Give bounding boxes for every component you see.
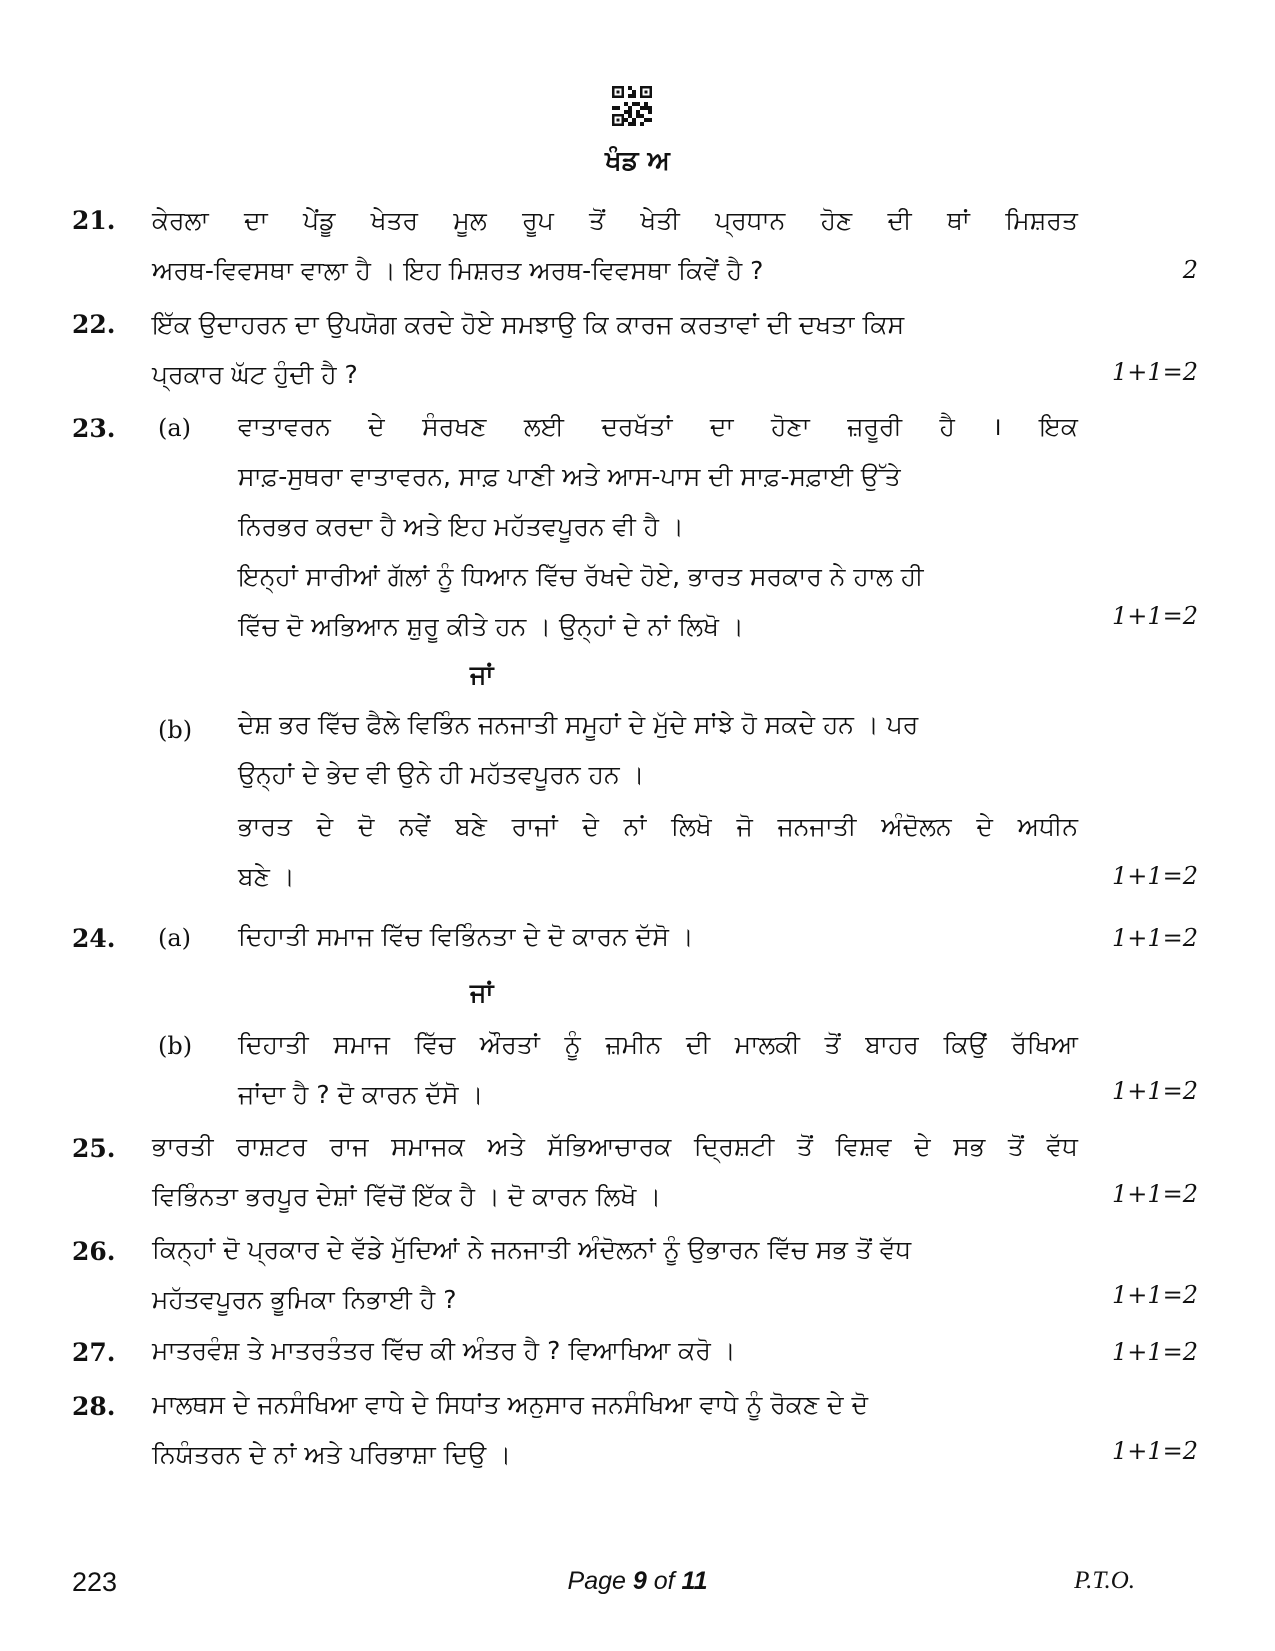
paper-code: 223	[72, 1567, 118, 1597]
question-26-line-1: ਕਿਨ੍ਹਾਂ ਦੋ ਪ੍ਰਕਾਰ ਦੇ ਵੱਡੇ ਮੁੱਦਿਆਂ ਨੇ ਜਨਜਾਤੀ ਅੰਦੋਲਨਾਂ ਨੂੰ ਉਭਾਰਨ ਵਿੱਚ ਸਭ ਤੋਂ ਵੱਧ	[152, 1235, 912, 1264]
word: ਕਿਉਂ	[943, 1030, 987, 1059]
question-24-b-label: (b)	[158, 1032, 193, 1060]
word: ਰਾਜਾਂ	[511, 812, 558, 841]
question-28-marks: 1+1=2	[1111, 1437, 1198, 1465]
word: ਦੇ	[316, 812, 334, 841]
word: ਰੂਪ	[522, 206, 554, 235]
word: ਪ੍ਰਧਾਨ	[715, 206, 786, 235]
word: ਲਿਖੋ	[670, 812, 712, 841]
question-25-line-2: ਵਿਭਿੰਨਤਾ ਭਰਪੂਰ ਦੇਸ਼ਾਂ ਵਿੱਚੋਂ ਇੱਕ ਹੈ । ਦੋ ਕਾਰਨ ਲਿਖੋ ।	[152, 1182, 662, 1211]
word: ਪੇਂਡੂ	[302, 206, 336, 235]
word: ਔਰਤਾਂ	[479, 1030, 540, 1059]
or-separator-24: ਜਾਂ	[470, 978, 494, 1007]
word: ਅੰਦੋਲਨ	[881, 812, 952, 841]
word: ਸੱਭਿਆਚਾਰਕ	[547, 1132, 672, 1161]
word: ਦੋ	[357, 812, 375, 841]
question-23-b-marks: 1+1=2	[1111, 862, 1198, 890]
question-26-marks: 1+1=2	[1111, 1281, 1198, 1309]
question-25-text	[152, 1122, 1078, 1222]
word: ਸੰਰਖਣ	[422, 412, 487, 441]
word: ਤੋਂ	[589, 206, 606, 235]
word: ਜਨਜਾਤੀ	[777, 812, 857, 841]
word: ਹੈ	[939, 412, 955, 441]
question-23-b-line-3	[238, 802, 1078, 852]
word: ਲਈ	[523, 412, 564, 441]
question-24-b-line-1	[238, 1020, 1078, 1070]
section-title: ਖੰਡ ਅ	[605, 146, 670, 176]
word: ਦੇ	[368, 412, 385, 441]
question-23-a-text	[238, 402, 1078, 652]
word: ਜੋ	[736, 812, 753, 841]
question-23-a-line-2: ਸਾਫ਼-ਸੁਥਰਾ ਵਾਤਾਵਰਨ, ਸਾਫ਼ ਪਾਣੀ ਅਤੇ ਆਸ-ਪਾਸ ਦੀ ਸਾਫ਼-ਸਫ਼ਾਈ ਉੱਤੇ	[238, 462, 901, 491]
word: ਬਣੇ	[455, 812, 487, 841]
word: ਖੇਤੀ	[640, 206, 680, 235]
question-26-text	[152, 1225, 911, 1325]
question-23-b-line-4: ਬਣੇ ।	[238, 862, 295, 891]
word: ਜ਼ਮੀਨ	[605, 1030, 662, 1059]
word: ਮਿਸ਼ਰਤ	[1005, 206, 1078, 235]
question-24-b-text	[238, 1020, 1078, 1120]
page-current: 9	[632, 1567, 647, 1595]
question-21-line-2: ਅਰਥ-ਵਿਵਸਥਾ ਵਾਲਾ ਹੈ । ਇਹ ਮਿਸ਼ਰਤ ਅਰਥ-ਵਿਵਸਥਾ ਕਿਵੇਂ ਹੈ ?	[152, 256, 764, 285]
word: ਨੂੰ	[564, 1030, 581, 1059]
word: ਦ੍ਰਿਸ਼ਟੀ	[693, 1132, 775, 1161]
word: ਦੇ	[976, 812, 993, 841]
word: ਦਿਹਾਤੀ	[238, 1030, 309, 1059]
question-24-a-marks: 1+1=2	[1111, 924, 1198, 952]
word: ਰਾਜ	[329, 1132, 369, 1161]
question-number-26: 26.	[72, 1237, 116, 1266]
pto-label: P.T.O.	[1074, 1567, 1135, 1594]
question-28-line-1: ਮਾਲਥਸ ਦੇ ਜਨਸੰਖਿਆ ਵਾਧੇ ਦੇ ਸਿਧਾਂਤ ਅਨੁਸਾਰ ਜਨਸੰਖਿਆ ਵਾਧੇ ਨੂੰ ਰੋਕਣ ਦੇ ਦੋ	[152, 1390, 869, 1419]
word: ਸਮਾਜਕ	[391, 1132, 465, 1161]
word: ਰੱਖਿਆ	[1011, 1030, 1078, 1059]
word: ਨਵੇਂ	[399, 812, 431, 841]
question-22-text	[152, 300, 904, 400]
question-25-marks: 1+1=2	[1111, 1180, 1198, 1208]
word: ਅਤੇ	[487, 1132, 525, 1161]
word: ਹੋਣ	[820, 206, 853, 235]
page-total: 11	[681, 1567, 708, 1595]
word: ਦੇ	[914, 1132, 931, 1161]
word: ਕੇਰਲਾ	[152, 206, 209, 235]
word: ਹੋਣਾ	[771, 412, 810, 441]
question-23-b-text	[238, 700, 1078, 902]
question-28-text	[152, 1380, 868, 1480]
word: ਖੇਤਰ	[370, 206, 419, 235]
question-number-24: 24.	[72, 924, 116, 953]
question-number-22: 22.	[72, 310, 116, 339]
question-25-line-1	[152, 1122, 1078, 1172]
question-23-a-label: (a)	[158, 414, 192, 442]
question-23-a-line-1	[238, 402, 1078, 452]
question-21-marks: 2	[1182, 256, 1198, 284]
question-number-23: 23.	[72, 414, 116, 443]
word: ਥਾਂ	[946, 206, 970, 235]
word: ਤੋਂ	[824, 1030, 841, 1059]
question-24-b-line-2: ਜਾਂਦਾ ਹੈ ? ਦੋ ਕਾਰਨ ਦੱਸੋ ।	[238, 1080, 484, 1109]
word: ਵਿੱਚ	[414, 1030, 456, 1059]
word: ਤੋਂ	[796, 1132, 813, 1161]
question-26-line-2: ਮਹੱਤਵਪੂਰਨ ਭੂਮਿਕਾ ਨਿਭਾਈ ਹੈ ?	[152, 1285, 457, 1314]
question-22-marks: 1+1=2	[1111, 358, 1198, 386]
question-24-b-marks: 1+1=2	[1111, 1077, 1198, 1105]
page-prefix: Page	[567, 1567, 626, 1595]
word: ਜ਼ਰੂਰੀ	[847, 412, 903, 441]
word: ਮੂਲ	[453, 206, 487, 235]
word: ਭਾਰਤੀ	[152, 1132, 214, 1161]
word: ਤੋਂ	[1007, 1132, 1024, 1161]
question-24-a-text: ਦਿਹਾਤੀ ਸਮਾਜ ਵਿੱਚ ਵਿਭਿੰਨਤਾ ਦੇ ਦੋ ਕਾਰਨ ਦੱਸੋ ।	[238, 922, 694, 951]
question-23-b-line-2: ਉਨ੍ਹਾਂ ਦੇ ਭੇਦ ਵੀ ਉਨੇ ਹੀ ਮਹੱਤਵਪੂਰਨ ਹਨ ।	[238, 760, 645, 789]
question-23-b-label: (b)	[158, 716, 193, 744]
question-number-21: 21.	[72, 206, 116, 235]
question-23-a-line-3: ਨਿਰਭਰ ਕਰਦਾ ਹੈ ਅਤੇ ਇਹ ਮਹੱਤਵਪੂਰਨ ਵੀ ਹੈ ।	[238, 512, 684, 541]
word: ਦਰਖੱਤਾਂ	[601, 412, 673, 441]
question-24-a-label: (a)	[158, 924, 192, 952]
question-27-text: ਮਾਤਰਵੰਸ਼ ਤੇ ਮਾਤਰਤੰਤਰ ਵਿੱਚ ਕੀ ਅੰਤਰ ਹੈ ? ਵਿਆਖਿਆ ਕਰੋ ।	[152, 1336, 736, 1365]
question-28-line-2: ਨਿਯੰਤਰਨ ਦੇ ਨਾਂ ਅਤੇ ਪਰਿਭਾਸ਼ਾ ਦਿਉ ।	[152, 1440, 512, 1469]
word: ਦਾ	[709, 412, 734, 441]
question-27-marks: 1+1=2	[1111, 1338, 1198, 1366]
word: ।	[992, 412, 1002, 441]
word: ਰਾਸ਼ਟਰ	[236, 1132, 307, 1161]
question-21-line-1	[152, 196, 1078, 246]
question-22-line-2: ਪ੍ਰਕਾਰ ਘੱਟ ਹੁੰਦੀ ਹੈ ?	[152, 360, 358, 389]
word: ਸਮਾਜ	[333, 1030, 390, 1059]
word: ਮਾਲਕੀ	[734, 1030, 800, 1059]
word: ਇਕ	[1039, 412, 1078, 441]
word: ਵੱਧ	[1046, 1132, 1078, 1161]
word: ਬਾਹਰ	[865, 1030, 919, 1059]
word: ਵਿਸ਼ਵ	[835, 1132, 892, 1161]
word: ਦੀ	[887, 206, 912, 235]
word: ਸਭ	[953, 1132, 986, 1161]
question-23-a-marks: 1+1=2	[1111, 602, 1198, 630]
word: ਨਾਂ	[623, 812, 647, 841]
or-separator-23: ਜਾਂ	[470, 660, 494, 689]
word: ਦਾ	[243, 206, 268, 235]
question-number-27: 27.	[72, 1338, 116, 1367]
question-23-a-line-4: ਇਨ੍ਹਾਂ ਸਾਰੀਆਂ ਗੱਲਾਂ ਨੂੰ ਧਿਆਨ ਵਿੱਚ ਰੱਖਦੇ ਹੋਏ, ਭਾਰਤ ਸਰਕਾਰ ਨੇ ਹਾਲ ਹੀ	[238, 562, 924, 591]
word: ਦੀ	[686, 1030, 711, 1059]
question-23-a-line-5: ਵਿੱਚ ਦੋ ਅਭਿਆਨ ਸ਼ੁਰੂ ਕੀਤੇ ਹਨ । ਉਨ੍ਹਾਂ ਦੇ ਨਾਂ ਲਿਖੋ ।	[238, 612, 744, 641]
word: ਦੇ	[582, 812, 599, 841]
word: ਵਾਤਾਵਰਨ	[238, 412, 331, 441]
page-of: of	[653, 1567, 675, 1595]
question-23-b-line-1: ਦੇਸ਼ ਭਰ ਵਿੱਚ ਫੈਲੇ ਵਿਭਿੰਨ ਜਨਜਾਤੀ ਸਮੂਹਾਂ ਦੇ ਮੁੱਦੇ ਸਾਂਝੇ ਹੋ ਸਕਦੇ ਹਨ । ਪਰ	[238, 710, 919, 739]
question-number-28: 28.	[72, 1392, 116, 1421]
word: ਅਧੀਨ	[1017, 812, 1078, 841]
qr-code-icon	[612, 86, 652, 126]
question-22-line-1: ਇੱਕ ਉਦਾਹਰਨ ਦਾ ਉਪਯੋਗ ਕਰਦੇ ਹੋਏ ਸਮਝਾਉ ਕਿ ਕਾਰਜ ਕਰਤਾਵਾਂ ਦੀ ਦਖਤਾ ਕਿਸ	[152, 310, 905, 339]
question-number-25: 25.	[72, 1134, 116, 1163]
word: ਭਾਰਤ	[238, 812, 292, 841]
question-21-text	[152, 196, 1078, 296]
